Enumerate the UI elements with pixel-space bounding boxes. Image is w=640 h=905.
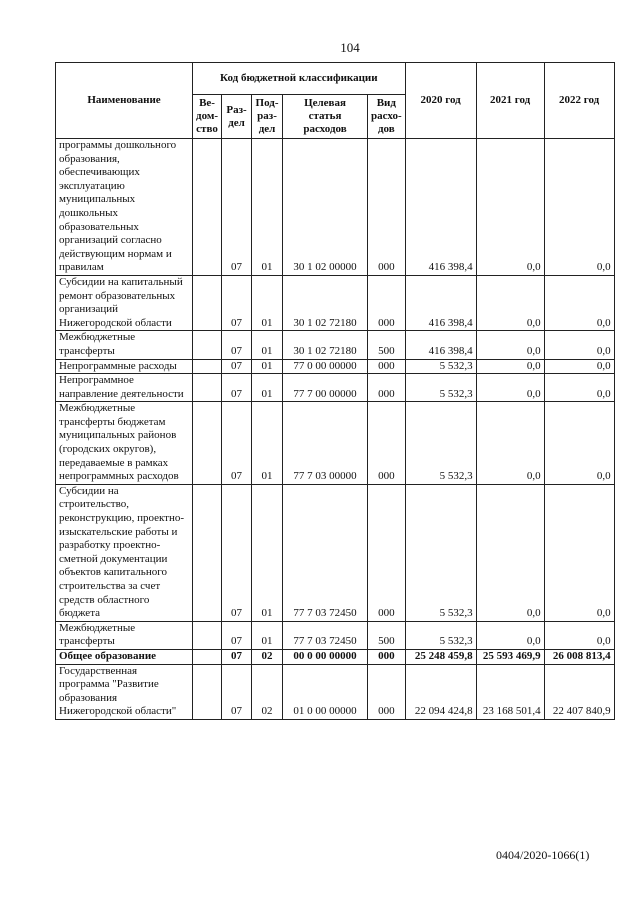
row-section: 07 — [222, 484, 252, 621]
page-number: 104 — [340, 40, 360, 55]
row-subsection: 01 — [252, 331, 283, 359]
header-subsection: Под- раз- дел — [252, 95, 283, 139]
row-name: Общее образование — [56, 649, 193, 664]
row-subsection: 01 — [252, 139, 283, 276]
row-subsection: 01 — [252, 275, 283, 330]
row-subsection: 01 — [252, 402, 283, 485]
row-name: Межбюджетные трансферты — [56, 331, 193, 359]
row-target: 77 0 00 00000 — [283, 359, 368, 374]
row-exp-type: 000 — [368, 359, 406, 374]
row-exp-type: 000 — [368, 649, 406, 664]
row-2021: 0,0 — [476, 275, 544, 330]
row-2021: 0,0 — [476, 484, 544, 621]
header-exp-type: Вид расхо- дов — [368, 95, 406, 139]
table-row — [56, 484, 615, 621]
table-row — [56, 664, 615, 719]
row-2020: 5 532,3 — [405, 374, 476, 402]
row-name: Непрограммные расходы — [56, 359, 193, 374]
row-2021: 0,0 — [476, 374, 544, 402]
row-2020: 5 532,3 — [405, 359, 476, 374]
row-target: 77 7 03 72450 — [283, 621, 368, 649]
row-exp-type: 000 — [368, 374, 406, 402]
row-section: 07 — [222, 331, 252, 359]
row-dept — [193, 649, 222, 664]
row-dept — [193, 359, 222, 374]
row-name: программы дошкольного образования, обеспечивающих эксплуатацию муниципальных дошкольных образовательных организаций согласно действующим нормам и правилам — [56, 139, 193, 276]
row-2020: 5 532,3 — [405, 402, 476, 485]
row-name: Субсидии на строительство, реконструкцию, проектно-изыскательские работы и разработку проектно-сметной документации объектов капитального строительства за счет средств областного бюджета — [56, 484, 193, 621]
row-2020: 25 248 459,8 — [405, 649, 476, 664]
row-target: 77 7 03 00000 — [283, 402, 368, 485]
row-target: 00 0 00 00000 — [283, 649, 368, 664]
table-row — [56, 331, 615, 359]
table-row-total — [56, 649, 615, 664]
header-target: Целевая статья расходов — [283, 95, 368, 139]
row-2021: 25 593 469,9 — [476, 649, 544, 664]
row-2021: 0,0 — [476, 402, 544, 485]
row-section: 07 — [222, 402, 252, 485]
row-2022: 0,0 — [544, 484, 614, 621]
row-section: 07 — [222, 649, 252, 664]
table-row — [56, 621, 615, 649]
row-2020: 416 398,4 — [405, 331, 476, 359]
row-target: 30 1 02 00000 — [283, 139, 368, 276]
document-code: 0404/2020-1066(1) — [496, 848, 590, 862]
row-section: 07 — [222, 275, 252, 330]
header-2022: 2022 год — [544, 63, 614, 139]
row-subsection: 01 — [252, 621, 283, 649]
row-exp-type: 000 — [368, 664, 406, 719]
row-2020: 416 398,4 — [405, 139, 476, 276]
row-2022: 0,0 — [544, 621, 614, 649]
row-2021: 23 168 501,4 — [476, 664, 544, 719]
row-2020: 22 094 424,8 — [405, 664, 476, 719]
header-section: Раз- дел — [222, 95, 252, 139]
row-target: 30 1 02 72180 — [283, 275, 368, 330]
row-2021: 0,0 — [476, 331, 544, 359]
table-row — [56, 275, 615, 330]
row-subsection: 01 — [252, 359, 283, 374]
row-2022: 0,0 — [544, 275, 614, 330]
row-target: 77 7 03 72450 — [283, 484, 368, 621]
header-2020: 2020 год — [405, 63, 476, 139]
row-2022: 0,0 — [544, 359, 614, 374]
header-name: Наименование — [56, 63, 193, 139]
row-exp-type: 000 — [368, 275, 406, 330]
row-section: 07 — [222, 664, 252, 719]
row-section: 07 — [222, 139, 252, 276]
table-row — [56, 139, 615, 276]
table-row — [56, 374, 615, 402]
row-2021: 0,0 — [476, 359, 544, 374]
row-2021: 0,0 — [476, 139, 544, 276]
row-name: Непрограммное направление деятельности — [56, 374, 193, 402]
header-dept: Ве- дом- ство — [193, 95, 222, 139]
row-2022: 22 407 840,9 — [544, 664, 614, 719]
table-row — [56, 402, 615, 485]
row-exp-type: 000 — [368, 139, 406, 276]
row-exp-type: 000 — [368, 402, 406, 485]
row-2022: 26 008 813,4 — [544, 649, 614, 664]
row-exp-type: 500 — [368, 621, 406, 649]
row-2021: 0,0 — [476, 621, 544, 649]
budget-table — [55, 62, 615, 720]
header-2021: 2021 год — [476, 63, 544, 139]
row-2020: 5 532,3 — [405, 621, 476, 649]
row-exp-type: 500 — [368, 331, 406, 359]
row-2022: 0,0 — [544, 331, 614, 359]
row-subsection: 02 — [252, 664, 283, 719]
row-dept — [193, 331, 222, 359]
row-2022: 0,0 — [544, 402, 614, 485]
table-row — [56, 359, 615, 374]
row-name: Межбюджетные трансферты бюджетам муниципальных районов (городских округов), передаваемые в рамках непрограммных расходов — [56, 402, 193, 485]
row-section: 07 — [222, 374, 252, 402]
row-subsection: 01 — [252, 484, 283, 621]
header-classification-group: Код бюджетной классификации — [193, 63, 406, 95]
row-exp-type: 000 — [368, 484, 406, 621]
row-dept — [193, 402, 222, 485]
row-name: Государственная программа "Развитие образования Нижегородской области" — [56, 664, 193, 719]
row-2020: 416 398,4 — [405, 275, 476, 330]
row-dept — [193, 275, 222, 330]
row-2022: 0,0 — [544, 374, 614, 402]
row-dept — [193, 139, 222, 276]
row-2020: 5 532,3 — [405, 484, 476, 621]
row-2022: 0,0 — [544, 139, 614, 276]
row-name: Субсидии на капитальный ремонт образовательных организаций Нижегородской области — [56, 275, 193, 330]
row-subsection: 01 — [252, 374, 283, 402]
row-dept — [193, 374, 222, 402]
row-name: Межбюджетные трансферты — [56, 621, 193, 649]
row-section: 07 — [222, 621, 252, 649]
row-target: 77 7 00 00000 — [283, 374, 368, 402]
row-section: 07 — [222, 359, 252, 374]
row-subsection: 02 — [252, 649, 283, 664]
row-dept — [193, 664, 222, 719]
row-target: 01 0 00 00000 — [283, 664, 368, 719]
row-dept — [193, 484, 222, 621]
row-dept — [193, 621, 222, 649]
row-target: 30 1 02 72180 — [283, 331, 368, 359]
